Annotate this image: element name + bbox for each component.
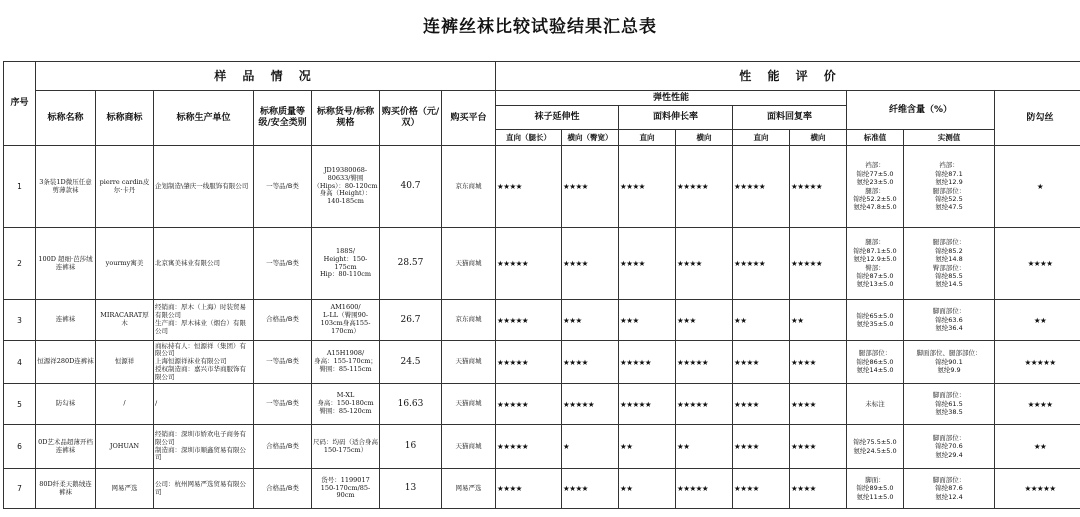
header-name: 标称名称 [36, 91, 96, 146]
price: 13 [380, 469, 442, 509]
grade: 合格品/B类 [254, 469, 312, 509]
header-brand: 标称商标 [96, 91, 154, 146]
fabric-stretch-cross-rating: ★★★★★ [676, 384, 733, 425]
header-stretch: 袜子延伸性 [496, 106, 619, 130]
header-platform: 购买平台 [442, 91, 496, 146]
maker: 经销商：厚木（上海）时装贸易有限公司 生产商：厚木袜业（烟台）有限公司 [154, 300, 254, 341]
maker: 企划制造\肇庆一线服饰有限公司 [154, 146, 254, 228]
row-number: 7 [4, 469, 36, 509]
fabric-recovery-cross-rating: ★★ [790, 300, 847, 341]
brand: pierre cardin皮尔·卡丹 [96, 146, 154, 228]
stretch-cross-rating: ★★★★ [562, 228, 619, 300]
brand: yourmy寓美 [96, 228, 154, 300]
price: 24.5 [380, 341, 442, 384]
product-name: 3条装1D微压任意剪薄款袜 [36, 146, 96, 228]
brand: / [96, 384, 154, 425]
product-name: 80D纤柔天鹅绒连裤袜 [36, 469, 96, 509]
fabric-recovery-straight-rating: ★★★★ [733, 425, 790, 469]
platform: 京东商城 [442, 300, 496, 341]
snag-rating: ★★★★★ [995, 341, 1080, 384]
product-name: 100D 超细·芭莎绒连裤袜 [36, 228, 96, 300]
model-spec: M-XL 身高：150-180cm 臀围：85-120cm [312, 384, 380, 425]
fiber-measured: 脚面部位、腿部部位： 锦纶90.1 氨纶9.9 [904, 341, 995, 384]
stretch-straight-rating: ★★★★★ [496, 300, 562, 341]
fiber-measured: 脚面部位： 锦纶70.6 氨纶29.4 [904, 425, 995, 469]
header-grade: 标称质量等级/安全类别 [254, 91, 312, 146]
snag-rating: ★★★★ [995, 228, 1080, 300]
snag-rating: ★★ [995, 425, 1080, 469]
header-fabric-recovery: 面料回复率 [733, 106, 847, 130]
price: 26.7 [380, 300, 442, 341]
fiber-standard: 脚面： 锦纶89±5.0 氨纶11±5.0 [847, 469, 904, 509]
header-measured: 实测值 [904, 130, 995, 146]
table-row [4, 146, 1080, 228]
fabric-stretch-cross-rating: ★★★★★ [676, 341, 733, 384]
grade: 一等品/B类 [254, 146, 312, 228]
stretch-straight-rating: ★★★★★ [496, 341, 562, 384]
fabric-stretch-straight-rating: ★★★★★ [619, 341, 676, 384]
header-std: 标准值 [847, 130, 904, 146]
stretch-straight-rating: ★★★★ [496, 469, 562, 509]
snag-rating: ★ [995, 146, 1080, 228]
header-straight: 直向 [733, 130, 790, 146]
row-number: 6 [4, 425, 36, 469]
row-number: 2 [4, 228, 36, 300]
header-model: 标称货号/标称规格 [312, 91, 380, 146]
stretch-straight-rating: ★★★★★ [496, 425, 562, 469]
fabric-recovery-cross-rating: ★★★★ [790, 469, 847, 509]
snag-rating: ★★ [995, 300, 1080, 341]
fabric-recovery-straight-rating: ★★★★★ [733, 228, 790, 300]
header-snag: 防勾丝 [995, 91, 1080, 146]
header-fabric-stretch: 面料伸长率 [619, 106, 733, 130]
snag-rating: ★★★★★ [995, 469, 1080, 509]
brand: 恒源祥 [96, 341, 154, 384]
fabric-recovery-straight-rating: ★★★★ [733, 384, 790, 425]
fabric-recovery-straight-rating: ★★★★ [733, 469, 790, 509]
maker: 商标持有人：恒源祥（集团）有限公司 上海恒源祥袜业有限公司 授权制造商：嘉兴市华商服饰有限公司 [154, 341, 254, 384]
fabric-stretch-cross-rating: ★★ [676, 425, 733, 469]
maker: / [154, 384, 254, 425]
maker: 公司：杭州网易严选贸易有限公司 [154, 469, 254, 509]
row-number: 3 [4, 300, 36, 341]
fabric-stretch-cross-rating: ★★★★ [676, 228, 733, 300]
header-elastic: 弹性性能 [496, 91, 847, 106]
header-cross: 横向 [676, 130, 733, 146]
maker: 北京寓美袜业有限公司 [154, 228, 254, 300]
fabric-stretch-cross-rating: ★★★ [676, 300, 733, 341]
grade: 一等品/B类 [254, 228, 312, 300]
header-cross: 横向 [790, 130, 847, 146]
fiber-standard: 锦纶75.5±5.0 氨纶24.5±5.0 [847, 425, 904, 469]
table-row [4, 425, 1080, 469]
fiber-measured: 脚面部位： 锦纶87.6 氨纶12.4 [904, 469, 995, 509]
table-row [4, 469, 1080, 509]
model-spec: 188S/ Height：150-175cm Hip：80-110cm [312, 228, 380, 300]
fiber-standard: 腿部部位： 锦纶86±5.0 氨纶14±5.0 [847, 341, 904, 384]
fabric-stretch-straight-rating: ★★ [619, 469, 676, 509]
table-row [4, 341, 1080, 384]
fabric-recovery-straight-rating: ★★★★ [733, 341, 790, 384]
stretch-cross-rating: ★★★ [562, 300, 619, 341]
stretch-cross-rating: ★★★★ [562, 146, 619, 228]
fabric-recovery-cross-rating: ★★★★ [790, 425, 847, 469]
product-name: 恒源祥280D连裤袜 [36, 341, 96, 384]
platform: 天猫商城 [442, 341, 496, 384]
price: 28.57 [380, 228, 442, 300]
row-number: 1 [4, 146, 36, 228]
brand: 网易严选 [96, 469, 154, 509]
stretch-cross-rating: ★★★★ [562, 469, 619, 509]
page-title: 连裤丝袜比较试验结果汇总表 [423, 17, 657, 37]
fabric-recovery-straight-rating: ★★ [733, 300, 790, 341]
fabric-stretch-cross-rating: ★★★★★ [676, 146, 733, 228]
model-spec: 尺码：均码（适合身高150-175cm） [312, 425, 380, 469]
model-spec: A15H1908/ 身高：155-170cm； 臀围：85-115cm [312, 341, 380, 384]
product-name: 连裤袜 [36, 300, 96, 341]
fiber-measured: 裆部： 锦纶87.1 氨纶12.9 腿部部位： 锦纶52.5 氨纶47.5 [904, 146, 995, 228]
fabric-stretch-straight-rating: ★★★ [619, 300, 676, 341]
brand: MIRACARAT厚木 [96, 300, 154, 341]
fabric-stretch-straight-rating: ★★★★ [619, 228, 676, 300]
grade: 合格品/B类 [254, 425, 312, 469]
header-maker: 标称生产单位 [154, 91, 254, 146]
price: 40.7 [380, 146, 442, 228]
fiber-standard: 裆部： 锦纶77±5.0 氨纶23±5.0 腿部： 锦纶52.2±5.0 氨纶47.8±5.0 [847, 146, 904, 228]
header-seq: 序号 [4, 62, 36, 146]
grade: 一等品/B类 [254, 341, 312, 384]
stretch-cross-rating: ★★★★★ [562, 384, 619, 425]
header-straight-leg: 直向（腿长） [496, 130, 562, 146]
fabric-stretch-straight-rating: ★★ [619, 425, 676, 469]
fabric-stretch-straight-rating: ★★★★ [619, 146, 676, 228]
price: 16 [380, 425, 442, 469]
product-name: 0D艺术品超薄开档连裤袜 [36, 425, 96, 469]
header-sample-info: 样 品 情 况 [36, 62, 496, 91]
header-fiber: 纤维含量（%） [847, 91, 995, 130]
row-number: 5 [4, 384, 36, 425]
header-cross-hip: 横向（臀宽） [562, 130, 619, 146]
grade: 合格品/B类 [254, 300, 312, 341]
platform: 天猫商城 [442, 384, 496, 425]
stretch-straight-rating: ★★★★ [496, 146, 562, 228]
table-row [4, 384, 1080, 425]
product-name: 防勾袜 [36, 384, 96, 425]
model-spec: 货号：1199017 150-170cm/85-90cm [312, 469, 380, 509]
fabric-recovery-cross-rating: ★★★★★ [790, 146, 847, 228]
fiber-measured: 腿部部位： 锦纶85.2 氨纶14.8 臀部部位： 锦纶85.5 氨纶14.5 [904, 228, 995, 300]
model-spec: JD19380068-80633/臀围（Hips）：80-120cm 身高（Height）：140-185cm [312, 146, 380, 228]
header-performance: 性 能 评 价 [496, 62, 1080, 91]
fiber-standard: 未标注 [847, 384, 904, 425]
fabric-recovery-cross-rating: ★★★★★ [790, 228, 847, 300]
brand: JOHUAN [96, 425, 154, 469]
fabric-stretch-straight-rating: ★★★★★ [619, 384, 676, 425]
header-straight: 直向 [619, 130, 676, 146]
row-number: 4 [4, 341, 36, 384]
grade: 一等品/B类 [254, 384, 312, 425]
stretch-straight-rating: ★★★★★ [496, 228, 562, 300]
maker: 经销商：深圳市娇欢电子商务有限公司 制造商：深圳市顺鑫贸易有限公司 [154, 425, 254, 469]
platform: 网易严选 [442, 469, 496, 509]
header-price: 购买价格（元/双） [380, 91, 442, 146]
fiber-standard: 腿部： 锦纶87.1±5.0 氨纶12.9±5.0 臀部： 锦纶87±5.0 氨纶13±5.0 [847, 228, 904, 300]
stretch-cross-rating: ★ [562, 425, 619, 469]
fabric-recovery-straight-rating: ★★★★★ [733, 146, 790, 228]
fabric-recovery-cross-rating: ★★★★ [790, 384, 847, 425]
table-row [4, 228, 1080, 300]
fiber-measured: 脚面部位： 锦纶61.5 氨纶38.5 [904, 384, 995, 425]
table-row [4, 300, 1080, 341]
fabric-stretch-cross-rating: ★★★★★ [676, 469, 733, 509]
price: 16.63 [380, 384, 442, 425]
fiber-standard: 锦纶65±5.0 氨纶35±5.0 [847, 300, 904, 341]
snag-rating: ★★★★ [995, 384, 1080, 425]
model-spec: AM1600/ L-LL（臀围90-103cm身高155-170cm） [312, 300, 380, 341]
stretch-straight-rating: ★★★★★ [496, 384, 562, 425]
fiber-measured: 脚面部位： 锦纶63.6 氨纶36.4 [904, 300, 995, 341]
stretch-cross-rating: ★★★★ [562, 341, 619, 384]
platform: 京东商城 [442, 146, 496, 228]
platform: 天猫商城 [442, 425, 496, 469]
fabric-recovery-cross-rating: ★★★★ [790, 341, 847, 384]
comparison-table [3, 61, 1080, 509]
platform: 天猫商城 [442, 228, 496, 300]
